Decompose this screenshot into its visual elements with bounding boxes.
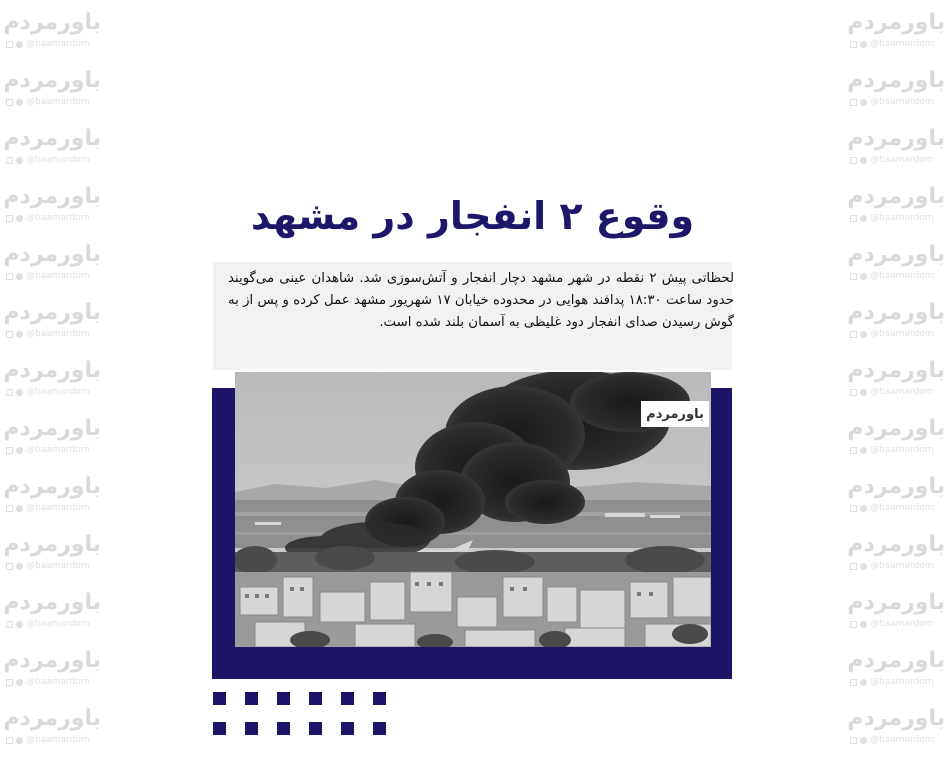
watermark-logo: باورمردم [847, 474, 945, 499]
watermark-handle: @baamardom [870, 503, 934, 513]
watermark-handle-row [6, 734, 101, 746]
watermark-handle-row [850, 502, 945, 514]
watermark-handle: @baamardom [870, 619, 934, 629]
watermark-logo: باورمردم [3, 184, 101, 209]
watermark-column-right [847, 8, 945, 760]
telegram-icon [16, 679, 23, 686]
instagram-icon [6, 215, 13, 222]
watermark-handle-row [850, 618, 945, 630]
watermark-handle-row [850, 386, 945, 398]
instagram-icon [850, 331, 857, 338]
watermark-handle: @baamardom [870, 97, 934, 107]
telegram-icon [860, 389, 867, 396]
headline: وقوع ۲ انفجار در مشهد [250, 194, 695, 238]
watermark-handle: @baamardom [26, 271, 90, 281]
watermark-handle: @baamardom [26, 39, 90, 49]
telegram-icon [860, 679, 867, 686]
watermark-handle-row [850, 154, 945, 166]
watermark-handle: @baamardom [26, 677, 90, 687]
watermark-tile [3, 240, 101, 296]
watermark-handle: @baamardom [26, 561, 90, 571]
instagram-icon [850, 99, 857, 106]
instagram-icon [6, 41, 13, 48]
watermark-handle-row [6, 676, 101, 688]
watermark-tile [847, 356, 945, 412]
watermark-tile [847, 298, 945, 354]
watermark-tile [847, 530, 945, 586]
telegram-icon [16, 447, 23, 454]
watermark-tile [3, 530, 101, 586]
instagram-icon [6, 273, 13, 280]
telegram-icon [16, 621, 23, 628]
decorative-square [309, 722, 322, 735]
instagram-icon [6, 331, 13, 338]
decorative-square [277, 722, 290, 735]
watermark-handle: @baamardom [870, 271, 934, 281]
watermark-handle: @baamardom [26, 155, 90, 165]
watermark-logo: باورمردم [3, 242, 101, 267]
instagram-icon [850, 447, 857, 454]
photo-watermark-logo: باورمردم [641, 401, 709, 427]
watermark-logo: باورمردم [3, 416, 101, 441]
instagram-icon [850, 563, 857, 570]
watermark-handle: @baamardom [870, 213, 934, 223]
decorative-square [373, 722, 386, 735]
watermark-tile [3, 8, 101, 64]
telegram-icon [16, 99, 23, 106]
watermark-logo: باورمردم [3, 474, 101, 499]
watermark-logo: باورمردم [3, 300, 101, 325]
watermark-tile [847, 704, 945, 760]
watermark-tile [847, 182, 945, 238]
telegram-icon [16, 157, 23, 164]
instagram-icon [850, 737, 857, 744]
telegram-icon [860, 563, 867, 570]
instagram-icon [850, 621, 857, 628]
watermark-column-left [3, 8, 101, 760]
watermark-logo: باورمردم [847, 706, 945, 731]
watermark-handle-row [6, 38, 101, 50]
decorative-dot-grid [213, 692, 393, 738]
watermark-handle: @baamardom [870, 677, 934, 687]
watermark-tile [847, 472, 945, 528]
watermark-tile [3, 472, 101, 528]
decorative-square [245, 692, 258, 705]
instagram-icon [850, 679, 857, 686]
telegram-icon [860, 505, 867, 512]
watermark-handle: @baamardom [26, 619, 90, 629]
watermark-handle-row [6, 328, 101, 340]
watermark-handle-row [850, 560, 945, 572]
decorative-square [373, 692, 386, 705]
telegram-icon [860, 99, 867, 106]
telegram-icon [16, 273, 23, 280]
watermark-handle: @baamardom [26, 445, 90, 455]
watermark-handle-row [850, 676, 945, 688]
telegram-icon [16, 737, 23, 744]
watermark-handle-row [6, 560, 101, 572]
decorative-square [213, 692, 226, 705]
watermark-tile [847, 646, 945, 702]
watermark-tile [3, 356, 101, 412]
watermark-tile [3, 588, 101, 644]
watermark-handle-row [6, 386, 101, 398]
watermark-logo: باورمردم [847, 590, 945, 615]
telegram-icon [16, 389, 23, 396]
decorative-square [341, 692, 354, 705]
instagram-icon [850, 389, 857, 396]
telegram-icon [16, 505, 23, 512]
instagram-icon [6, 737, 13, 744]
body-text: لحظاتی پیش ۲ نقطه در شهر مشهد دچار انفجار و آتش‌سوزی شد. شاهدان عینی می‌گویند حدود ساعت ۱۸:۳۰ پدافند هوایی در محدوده خیابان ۱۷ شهریور مشهد عمل کرده و پس از به گوش رسیدن صدای انفجار دود غلیظی به آسمان بلند شده است. [228, 271, 734, 330]
telegram-icon [860, 157, 867, 164]
decorative-square [309, 692, 322, 705]
instagram-icon [850, 41, 857, 48]
watermark-tile [3, 124, 101, 180]
watermark-tile [847, 124, 945, 180]
instagram-icon [850, 215, 857, 222]
watermark-tile [3, 298, 101, 354]
watermark-tile [847, 414, 945, 470]
watermark-logo: باورمردم [3, 532, 101, 557]
watermark-tile [847, 8, 945, 64]
watermark-handle: @baamardom [870, 445, 934, 455]
decorative-square [245, 722, 258, 735]
watermark-logo: باورمردم [847, 126, 945, 151]
watermark-tile [3, 704, 101, 760]
watermark-handle: @baamardom [26, 97, 90, 107]
watermark-handle: @baamardom [870, 155, 934, 165]
watermark-logo: باورمردم [3, 358, 101, 383]
telegram-icon [16, 215, 23, 222]
telegram-icon [16, 41, 23, 48]
watermark-handle: @baamardom [870, 735, 934, 745]
watermark-handle: @baamardom [26, 329, 90, 339]
telegram-icon [860, 447, 867, 454]
watermark-logo: باورمردم [847, 300, 945, 325]
watermark-logo: باورمردم [847, 10, 945, 35]
watermark-handle-row [6, 154, 101, 166]
watermark-handle-row [850, 328, 945, 340]
decorative-square [277, 692, 290, 705]
watermark-handle-row [6, 444, 101, 456]
watermark-logo: باورمردم [847, 242, 945, 267]
decorative-square [213, 722, 226, 735]
instagram-icon [850, 157, 857, 164]
watermark-tile [3, 646, 101, 702]
telegram-icon [16, 563, 23, 570]
telegram-icon [860, 331, 867, 338]
watermark-handle: @baamardom [26, 387, 90, 397]
telegram-icon [860, 215, 867, 222]
news-photo [235, 372, 711, 647]
instagram-icon [850, 505, 857, 512]
watermark-handle-row [6, 96, 101, 108]
watermark-handle-row [6, 270, 101, 282]
watermark-logo: باورمردم [847, 648, 945, 673]
watermark-logo: باورمردم [847, 358, 945, 383]
watermark-logo: باورمردم [3, 706, 101, 731]
decorative-square [341, 722, 354, 735]
instagram-icon [850, 273, 857, 280]
watermark-tile [3, 182, 101, 238]
instagram-icon [6, 389, 13, 396]
watermark-handle-row [6, 502, 101, 514]
watermark-handle-row [850, 96, 945, 108]
instagram-icon [6, 621, 13, 628]
watermark-handle: @baamardom [26, 503, 90, 513]
instagram-icon [6, 505, 13, 512]
watermark-logo: باورمردم [847, 68, 945, 93]
watermark-handle-row [6, 618, 101, 630]
watermark-handle-row [850, 444, 945, 456]
watermark-handle-row [850, 38, 945, 50]
watermark-handle-row [6, 212, 101, 224]
watermark-handle: @baamardom [870, 387, 934, 397]
watermark-tile [847, 240, 945, 296]
telegram-icon [860, 41, 867, 48]
explosion-smoke-image [235, 372, 711, 647]
watermark-logo: باورمردم [847, 184, 945, 209]
watermark-handle-row [850, 212, 945, 224]
watermark-tile [3, 414, 101, 470]
instagram-icon [6, 679, 13, 686]
watermark-logo: باورمردم [847, 416, 945, 441]
watermark-handle: @baamardom [870, 561, 934, 571]
instagram-icon [6, 157, 13, 164]
instagram-icon [6, 99, 13, 106]
watermark-tile [847, 66, 945, 122]
watermark-tile [847, 588, 945, 644]
watermark-logo: باورمردم [3, 590, 101, 615]
watermark-handle-row [850, 734, 945, 746]
watermark-logo: باورمردم [847, 532, 945, 557]
watermark-handle-row [850, 270, 945, 282]
telegram-icon [860, 621, 867, 628]
watermark-handle: @baamardom [26, 735, 90, 745]
telegram-icon [860, 737, 867, 744]
watermark-logo: باورمردم [3, 68, 101, 93]
watermark-logo: باورمردم [3, 126, 101, 151]
telegram-icon [16, 331, 23, 338]
telegram-icon [860, 273, 867, 280]
watermark-handle: @baamardom [26, 213, 90, 223]
watermark-logo: باورمردم [3, 10, 101, 35]
instagram-icon [6, 447, 13, 454]
watermark-handle: @baamardom [870, 39, 934, 49]
watermark-logo: باورمردم [3, 648, 101, 673]
watermark-handle: @baamardom [870, 329, 934, 339]
instagram-icon [6, 563, 13, 570]
watermark-tile [3, 66, 101, 122]
